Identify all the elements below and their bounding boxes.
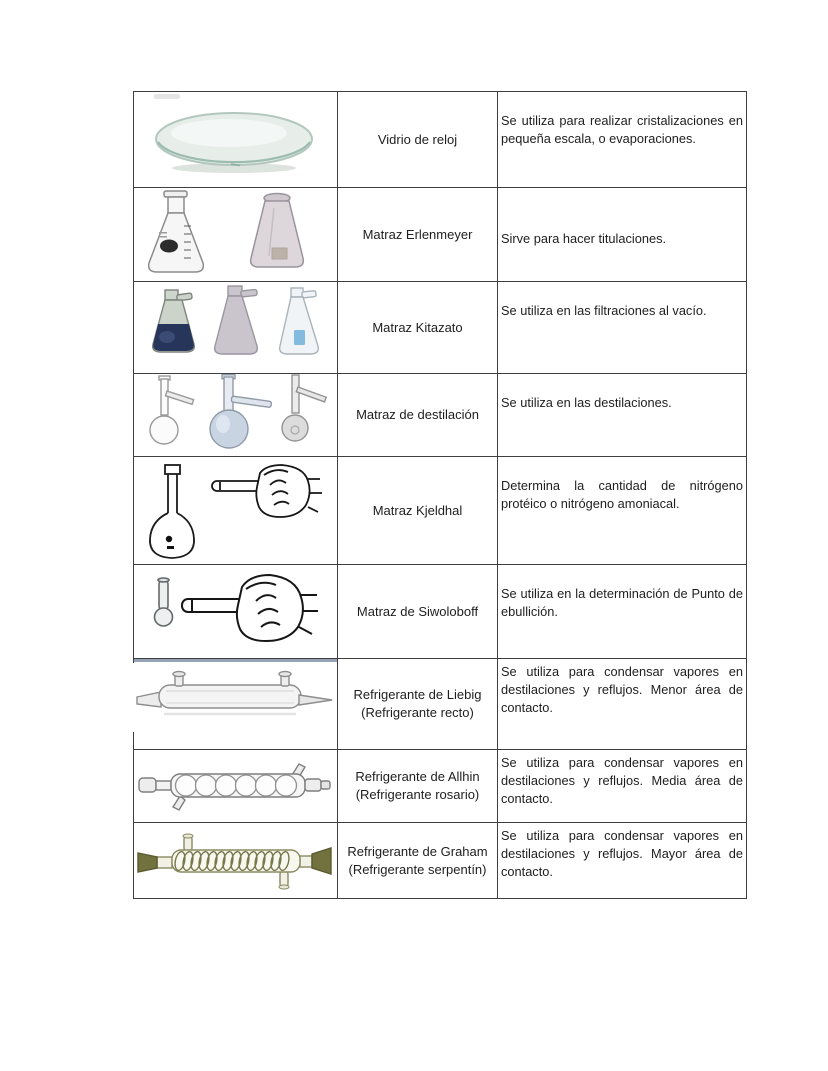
equipment-name-cell [337,282,497,373]
broken-left-border-artifact [132,663,134,732]
table-row-refrigerante-allhin [134,749,746,822]
kitazato-flasks-image [134,282,337,373]
equipment-description-cell: Sirve para hacer titulaciones. [497,188,745,281]
equipment-name: Vidrio de reloj [377,131,458,147]
pointing-hand-icon [182,575,318,641]
table-row-matraz-kjeldhal [134,456,746,564]
equipment-description-cell: Se utiliza para condensar vapores en destilaciones y reflujos. Mayor área de contacto. [497,823,745,898]
equipment-image-cell [134,565,337,658]
equipment-description-cell: Se utiliza en las destilaciones. [497,374,745,456]
graham-condenser-image [134,823,337,898]
table-row-refrigerante-graham [134,822,746,898]
equipment-name: Matraz Kjeldhal [372,502,463,518]
lab-equipment-table [133,91,747,899]
equipment-name-cell [337,188,497,281]
liebig-condenser-image [134,659,337,749]
equipment-image-cell [134,188,337,281]
table-row-matraz-erlenmeyer [134,187,746,281]
equipment-image-cell [134,823,337,898]
table-row-matraz-kitazato [134,281,746,373]
equipment-description-cell: Determina la cantidad de nitrógeno protéico o nitrógeno amoniacal. [497,457,745,564]
table-row-vidrio-de-reloj [134,92,746,187]
equipment-description-cell: Se utiliza para condensar vapores en destilaciones y reflujos. Media área de contacto. [497,750,745,822]
equipment-name-cell [337,565,497,658]
equipment-name: Refrigerante de Graham (Refrigerante serpentín) [347,843,488,877]
equipment-name-cell [337,823,497,898]
table-row-matraz-destilacion [134,373,746,456]
siwoloboff-tube-image [134,565,337,658]
equipment-name-cell [337,457,497,564]
distillation-flasks-image [134,374,337,456]
equipment-name: Matraz de destilación [356,407,479,422]
equipment-name: Matraz Kitazato [372,319,463,335]
equipment-description-cell: Se utiliza para condensar vapores en destilaciones y reflujos. Menor área de contacto. [497,659,745,749]
equipment-image-cell [134,659,337,749]
equipment-description-cell: Se utiliza para realizar cristalizaciones en pequeña escala, o evaporaciones. [497,92,745,187]
equipment-description-cell: Se utiliza en las filtraciones al vacío. [497,282,745,373]
equipment-image-cell [134,374,337,456]
equipment-name: Refrigerante de Allhin (Refrigerante rosario) [355,769,480,802]
equipment-name-cell [337,750,497,822]
equipment-name: Refrigerante de Liebig (Refrigerante recto) [353,687,482,720]
equipment-name: Matraz de Siwoloboff [356,603,479,619]
equipment-name-cell [337,659,497,749]
equipment-image-cell [134,457,337,564]
equipment-image-cell [134,92,337,187]
watch-glass-image [134,92,337,187]
table-row-matraz-siwoloboff [134,564,746,658]
erlenmeyer-flasks-image [134,188,337,281]
equipment-image-cell [134,282,337,373]
kjeldahl-flask-image [134,457,337,564]
pointing-hand-icon [212,465,322,517]
equipment-name-cell [337,374,497,456]
equipment-description-cell: Se utiliza en la determinación de Punto de ebullición. [497,565,745,658]
equipment-name-cell [337,92,497,187]
table-row-refrigerante-liebig [134,658,746,749]
equipment-image-cell [134,750,337,822]
equipment-name: Matraz Erlenmeyer [362,226,473,242]
allihn-condenser-image [134,750,337,822]
